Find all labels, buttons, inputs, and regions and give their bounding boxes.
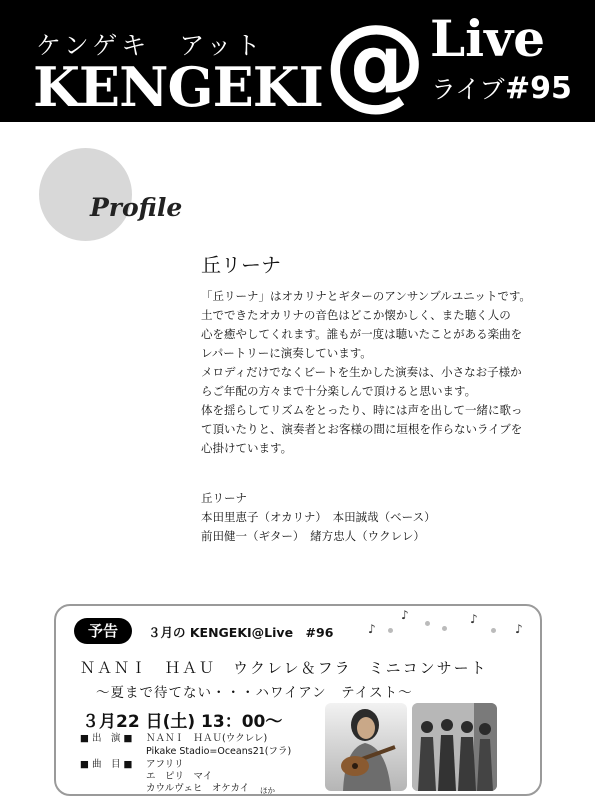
bio-line: 心掛けています。 <box>201 441 293 455</box>
music-note-icon: ♪ <box>368 622 376 636</box>
songs-etc: ほか <box>260 786 275 795</box>
performers-label: ■ 出 演 ■ <box>80 733 133 744</box>
bio-line: 体を揺らしてリズムをとったり、時には声を出して一緒に歌っ <box>201 403 523 417</box>
music-note-icon: ♪ <box>470 612 478 626</box>
ukulele-player-photo <box>325 703 407 791</box>
music-note-icon: ♪ <box>401 608 409 622</box>
song-2: エ ピリ マイ <box>146 771 213 782</box>
hula-dancers-image <box>412 703 497 791</box>
performer-1: ＮＡＮＩ ＨＡＵ(ウクレレ) <box>146 733 268 744</box>
song-3: カウルヴェヒ オケカイ <box>146 783 250 794</box>
header-banner <box>0 0 595 122</box>
bio-line: て頂いたりと、演奏者とお客様の間に垣根を作らないライブを <box>201 422 523 436</box>
bio-line: 心を癒やしてくれます。誰もが一度は聴いたことがある楽曲を <box>201 327 523 341</box>
bio-line: 土でできたオカリナの音色はどこか懐かしく、また聴く人の <box>201 308 511 322</box>
preview-badge: 予告 <box>74 618 132 644</box>
decorative-dot <box>425 621 430 626</box>
concert-date: ３月22 日(土) 13：00～ <box>82 712 283 732</box>
header-at-sign: @ <box>324 3 426 122</box>
preview-heading: ３月の KENGEKI@Live #96 <box>148 625 334 640</box>
bio-line: メロディだけでなくビートを生かした演奏は、小さなお子様か <box>201 365 522 379</box>
member-line: 前田健一（ギター） 緒方忠人（ウクレレ） <box>201 529 425 543</box>
songs-label: ■ 曲 目 ■ <box>80 759 133 770</box>
bio-line: レパートリーに演奏しています。 <box>201 346 372 360</box>
member-list <box>201 489 436 546</box>
decorative-dot <box>442 626 447 631</box>
hula-dancers-photo <box>412 703 497 791</box>
music-note-icon: ♪ <box>515 622 523 636</box>
decorative-dot <box>491 628 496 633</box>
member-group-name: 丘リーナ <box>201 491 247 505</box>
bio-line: 「丘リーナ」はオカリナとギターのアンサンブルユニットです。 <box>201 289 531 303</box>
bio-line: らご年配の方々まで十分楽しんで頂けると思います。 <box>201 384 477 398</box>
ukulele-player-image <box>325 703 407 791</box>
header-kana-title: ケンゲキ アット <box>36 31 265 60</box>
concert-title: ＮＡＮＩ ＨＡＵ ウクレレ＆フラ ミニコンサート <box>80 659 488 677</box>
performer-2: Pikake Stadio=Oceans21(フラ) <box>146 746 292 757</box>
header-title: KENGEKI <box>33 55 323 119</box>
decorative-dot <box>388 628 393 633</box>
member-line: 本田里恵子（オカリナ） 本田誠哉（ベース） <box>201 510 436 524</box>
concert-subtitle: ～夏まで待てない・・・ハワイアン テイスト～ <box>96 685 413 701</box>
profile-heading: Profile <box>90 193 183 222</box>
artist-name: 丘リーナ <box>201 253 281 277</box>
song-1: アフリリ <box>146 759 184 770</box>
header-issue-number: #95 <box>505 71 572 106</box>
header-live-kana: ライブ <box>431 75 505 104</box>
header-live-word: Live <box>430 9 546 68</box>
artist-bio <box>201 287 551 458</box>
